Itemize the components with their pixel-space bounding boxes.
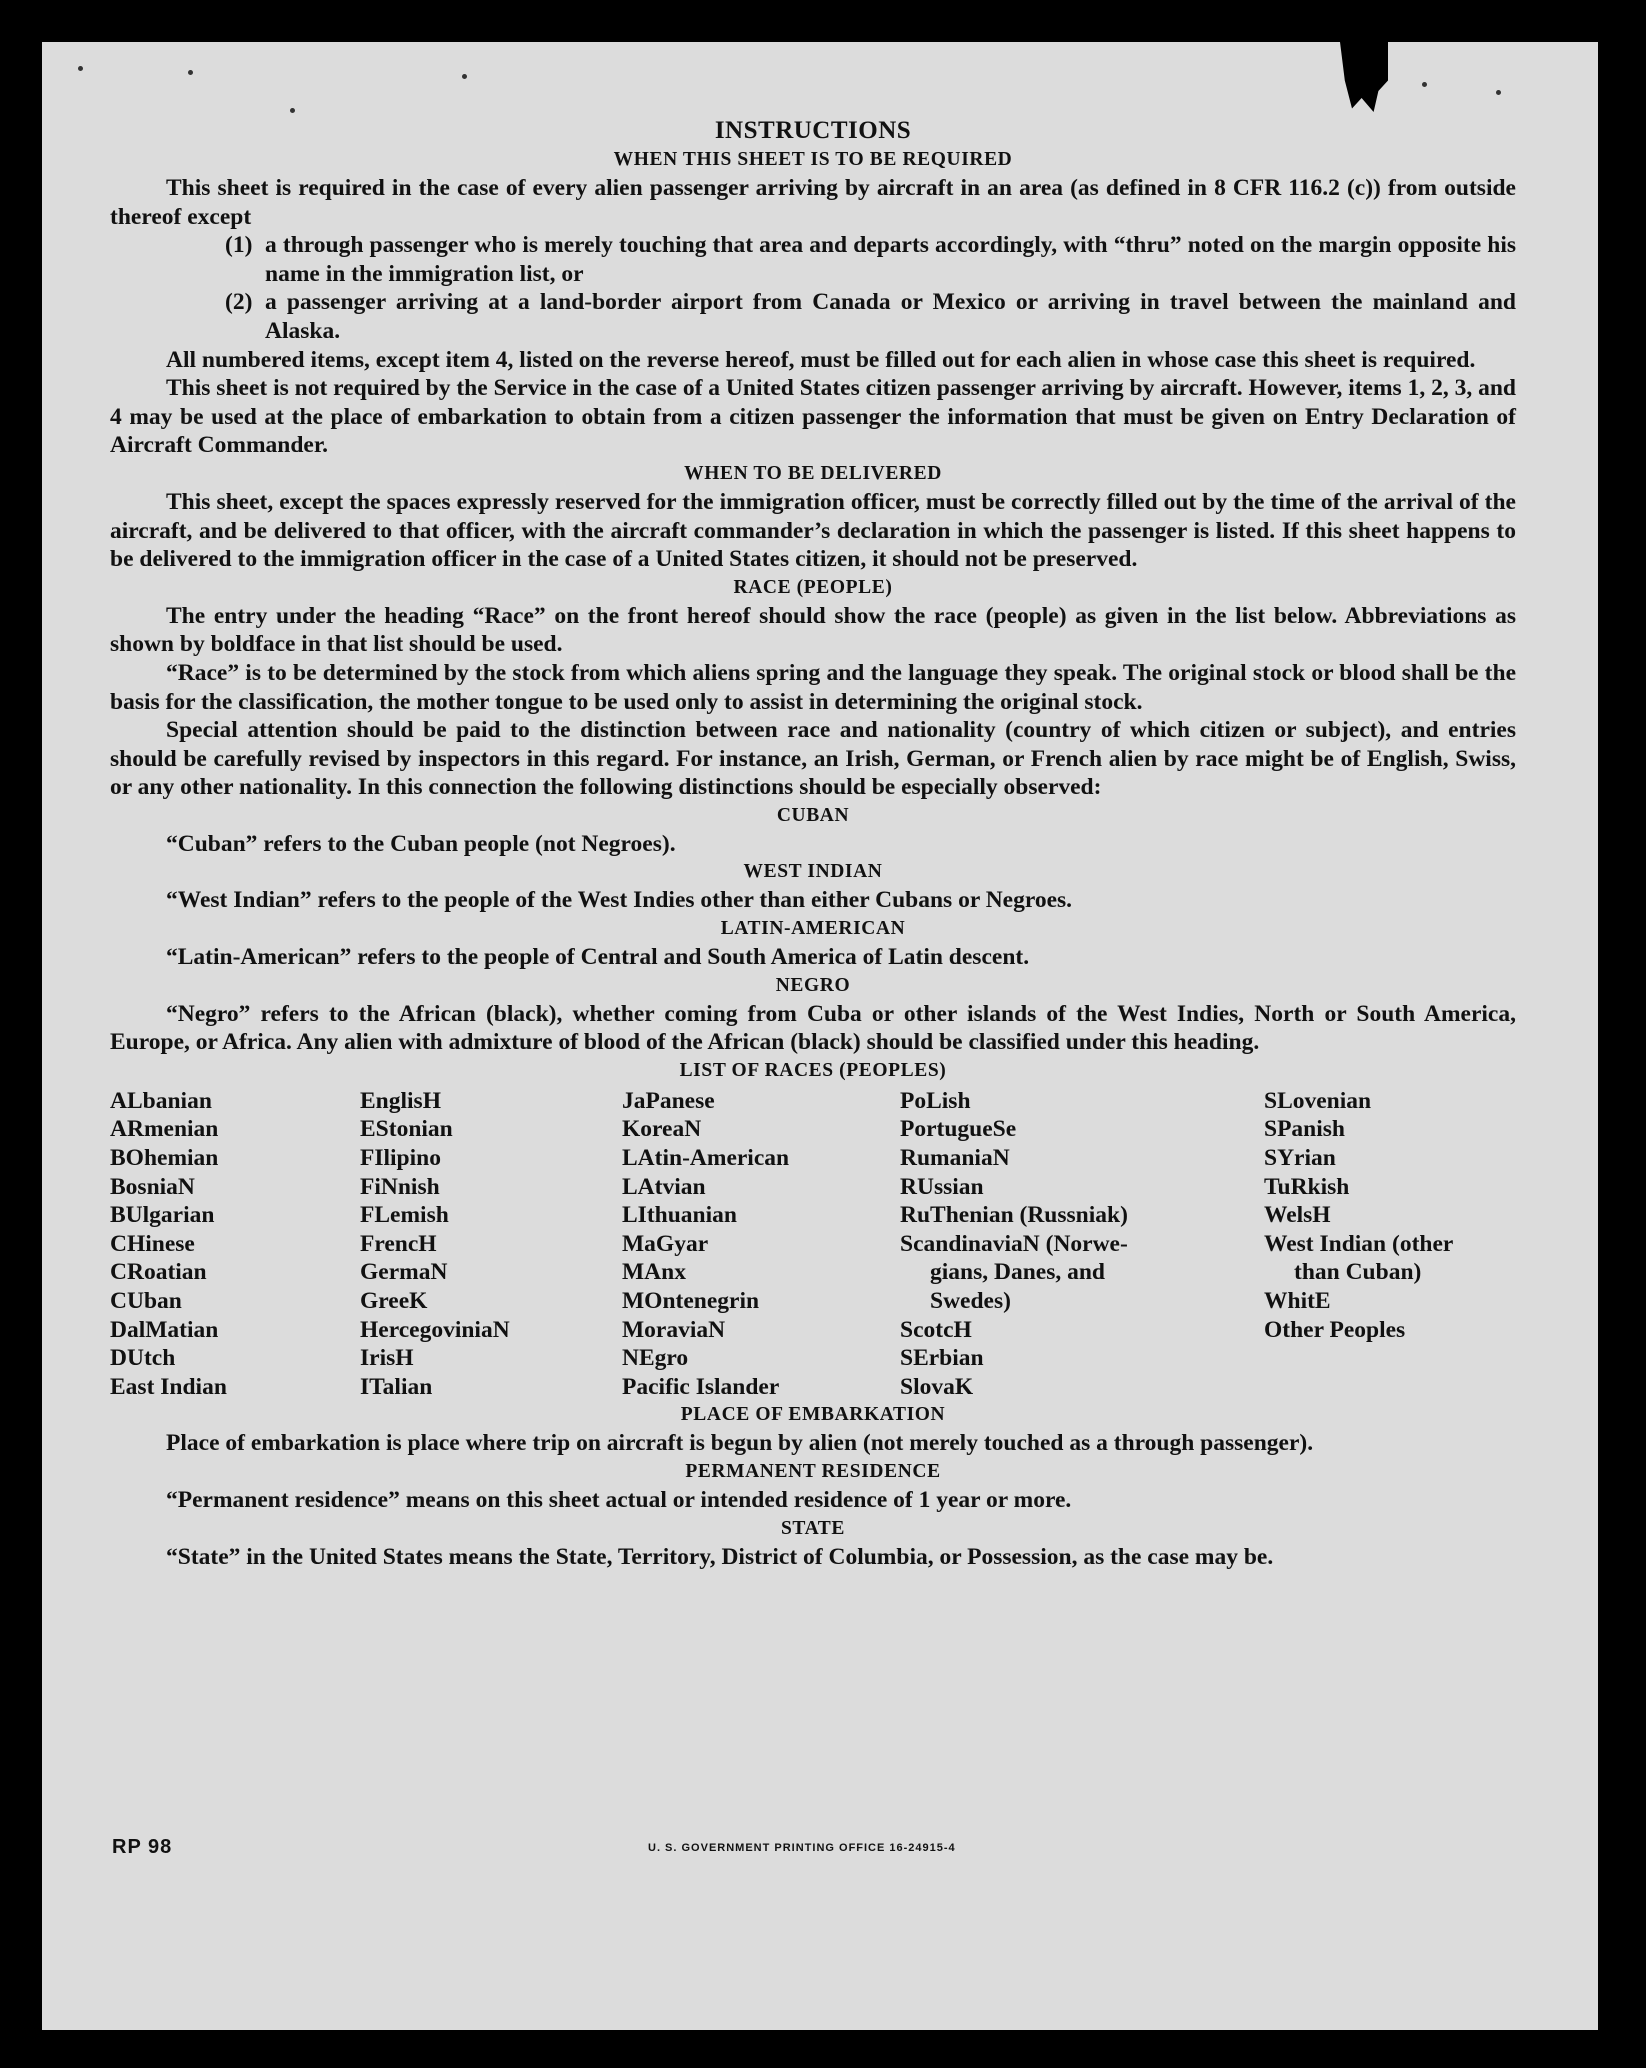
race-item: FrencH bbox=[360, 1230, 437, 1257]
race-item: West Indian (other bbox=[1264, 1230, 1454, 1257]
race-item: ALbanian bbox=[110, 1087, 212, 1114]
races-column-1 bbox=[110, 1087, 360, 1402]
race-item: GreeK bbox=[360, 1288, 428, 1314]
race-item: PortugueSe bbox=[900, 1116, 1017, 1143]
race-item: GermaN bbox=[360, 1259, 448, 1286]
speck bbox=[1496, 90, 1501, 95]
race-item: CRoatian bbox=[110, 1259, 207, 1286]
race-item: Pacific Islander bbox=[622, 1373, 780, 1400]
race-item: FLemish bbox=[360, 1202, 449, 1229]
race-item: MOntenegrin bbox=[622, 1288, 760, 1314]
race-item: FiNnish bbox=[360, 1173, 440, 1200]
paragraph: “Negro” refers to the African (black), whether coming from Cuba or other islands of the West Indies, North or South America, Europe, or Africa. Any alien with admixture of blood of the African (black) should be classified under this heading. bbox=[110, 1000, 1516, 1056]
race-item: SlovaK bbox=[900, 1373, 974, 1400]
section-heading-race: RACE (PEOPLE) bbox=[733, 576, 893, 598]
speck bbox=[188, 70, 193, 75]
printer-imprint: U. S. GOVERNMENT PRINTING OFFICE 16-24915-4 bbox=[648, 1842, 956, 1854]
race-item: DalMatian bbox=[110, 1316, 219, 1343]
race-item: SErbian bbox=[900, 1345, 984, 1372]
paragraph: This sheet is required in the case of every alien passenger arriving by aircraft in an area (as defined in 8 CFR 116.2 (c)) from outside thereof except bbox=[110, 175, 1516, 230]
race-item: ITalian bbox=[360, 1373, 433, 1400]
race-item: RuThenian (Russniak) bbox=[900, 1202, 1128, 1229]
paragraph: All numbered items, except item 4, listed on the reverse hereof, must be filled out for each alien in whose case this sheet is required. bbox=[166, 346, 1476, 373]
paragraph: Special attention should be paid to the distinction between race and nationality (country of which citizen or subject), and entries should be carefully revised by inspectors in this regard. For instance, an Irish, German, or French alien by race might be of English, Swiss, or any other nationality. In this connection the following distinctions should be especially observed: bbox=[110, 717, 1516, 801]
speck bbox=[462, 74, 467, 79]
race-item: PoLish bbox=[900, 1087, 971, 1114]
paragraph: “Permanent residence” means on this sheet actual or intended residence of 1 year or more. bbox=[166, 1486, 1072, 1513]
race-item: gians, Danes, and bbox=[930, 1259, 1105, 1286]
exception-item-2 bbox=[110, 288, 1516, 345]
race-item: LIthuanian bbox=[622, 1202, 737, 1229]
race-item: Other Peoples bbox=[1264, 1316, 1406, 1343]
paragraph: “West Indian” refers to the people of the West Indies other than either Cubans or Negroes. bbox=[166, 887, 1073, 914]
race-item: JaPanese bbox=[622, 1087, 715, 1114]
race-item: than Cuban) bbox=[1294, 1259, 1422, 1286]
race-item: CUban bbox=[110, 1288, 182, 1314]
races-column-4 bbox=[900, 1087, 1264, 1402]
race-item: MAnx bbox=[622, 1259, 686, 1286]
race-item: CHinese bbox=[110, 1230, 195, 1257]
speck bbox=[1422, 82, 1427, 87]
paragraph: “Cuban” refers to the Cuban people (not Negroes). bbox=[166, 830, 676, 857]
section-heading-embarkation: PLACE OF EMBARKATION bbox=[680, 1404, 946, 1426]
race-item: NEgro bbox=[622, 1345, 689, 1372]
section-heading-latin-american: LATIN-AMERICAN bbox=[720, 918, 906, 940]
race-item: IrisH bbox=[360, 1345, 414, 1372]
section-heading-cuban: CUBAN bbox=[776, 804, 850, 826]
form-code: RP 98 bbox=[112, 1836, 173, 1858]
races-column-5 bbox=[1264, 1087, 1516, 1402]
race-item: DUtch bbox=[110, 1345, 176, 1372]
paragraph: This sheet is not required by the Service in the case of a United States citizen passenger arriving by aircraft. However, items 1, 2, 3, and 4 may be used at the place of embarkation to obtain from a citizen passenger the information that must be given on Entry Declaration of Aircraft Commander. bbox=[110, 375, 1516, 459]
race-item: WelsH bbox=[1264, 1202, 1331, 1229]
race-item: SYrian bbox=[1264, 1145, 1336, 1172]
race-item: FIlipino bbox=[360, 1145, 441, 1172]
race-item: RumaniaN bbox=[900, 1145, 1010, 1172]
item-number: (2) bbox=[225, 289, 253, 316]
race-item: RUssian bbox=[900, 1173, 984, 1200]
item-text: a through passenger who is merely touching that area and departs accordingly, with “thru” noted on the margin opposite his name in the immigration list, or bbox=[265, 232, 1516, 287]
races-column-2 bbox=[360, 1087, 622, 1402]
race-item: EStonian bbox=[360, 1116, 453, 1143]
paragraph: “State” in the United States means the State, Territory, District of Columbia, or Possession, as the case may be. bbox=[166, 1543, 1274, 1570]
race-item: WhitE bbox=[1264, 1288, 1331, 1314]
paragraph: The entry under the heading “Race” on the front hereof should show the race (people) as given in the list below. Abbreviations as shown by boldface in that list should be used. bbox=[110, 602, 1516, 658]
item-number: (1) bbox=[225, 232, 253, 259]
section-heading-when-required: WHEN THIS SHEET IS TO BE REQUIRED bbox=[613, 149, 1013, 170]
race-item: EnglisH bbox=[360, 1087, 441, 1114]
race-item: KoreaN bbox=[622, 1116, 702, 1143]
section-heading-when-delivered: WHEN TO BE DELIVERED bbox=[684, 462, 942, 484]
race-item: TuRkish bbox=[1264, 1173, 1350, 1200]
race-item: HercegoviniaN bbox=[360, 1316, 510, 1343]
paragraph: “Latin-American” refers to the people of Central and South America of Latin descent. bbox=[166, 944, 1030, 971]
exception-item-1 bbox=[110, 231, 1516, 288]
speck bbox=[290, 108, 295, 113]
paragraph: “Race” is to be determined by the stock from which aliens spring and the language they speak. The original stock or blood shall be the basis for the classification, the mother tongue to be used only to assist in determining the original stock. bbox=[110, 659, 1516, 715]
paragraph: This sheet, except the spaces expressly reserved for the immigration officer, must be correctly filled out by the time of the arrival of the aircraft, and be delivered to that officer, with the aircraft commander’s declaration in which the passenger is listed. If this sheet happens to be delivered to the immigration officer in the case of a United States citizen, it should not be preserved. bbox=[110, 488, 1516, 573]
race-item: East Indian bbox=[110, 1373, 227, 1400]
section-heading-list-of-races: LIST OF RACES (PEOPLES) bbox=[679, 1059, 947, 1081]
race-item: ARmenian bbox=[110, 1116, 219, 1143]
race-item: SPanish bbox=[1264, 1116, 1345, 1143]
races-list bbox=[110, 1087, 1516, 1402]
section-heading-state: STATE bbox=[780, 1517, 846, 1539]
race-item: SLovenian bbox=[1264, 1087, 1372, 1114]
race-item: BOhemian bbox=[110, 1145, 219, 1172]
paragraph: Place of embarkation is place where trip on aircraft is begun by alien (not merely touched as a through passenger). bbox=[166, 1430, 1314, 1457]
races-column-3 bbox=[622, 1087, 900, 1402]
race-item: ScandinaviaN (Norwe- bbox=[900, 1230, 1128, 1257]
race-item: ScotcH bbox=[900, 1316, 972, 1343]
section-heading-negro: NEGRO bbox=[775, 974, 851, 996]
page-title: INSTRUCTIONS bbox=[714, 117, 912, 144]
speck bbox=[78, 66, 83, 71]
race-item: LAtin-American bbox=[622, 1145, 790, 1172]
page-footer bbox=[112, 1836, 1518, 1866]
race-item: MaGyar bbox=[622, 1230, 709, 1257]
race-item: BosniaN bbox=[110, 1173, 195, 1200]
section-heading-west-indian: WEST INDIAN bbox=[743, 861, 883, 883]
race-item: BUlgarian bbox=[110, 1202, 215, 1229]
race-item: LAtvian bbox=[622, 1173, 706, 1200]
section-heading-residence: PERMANENT RESIDENCE bbox=[685, 1460, 941, 1482]
race-item: Swedes) bbox=[930, 1288, 1011, 1314]
race-item: MoraviaN bbox=[622, 1316, 726, 1343]
instructions-content bbox=[110, 116, 1516, 1571]
item-text: a passenger arriving at a land-border airport from Canada or Mexico or arriving in travel between the mainland and Alaska. bbox=[265, 289, 1516, 344]
